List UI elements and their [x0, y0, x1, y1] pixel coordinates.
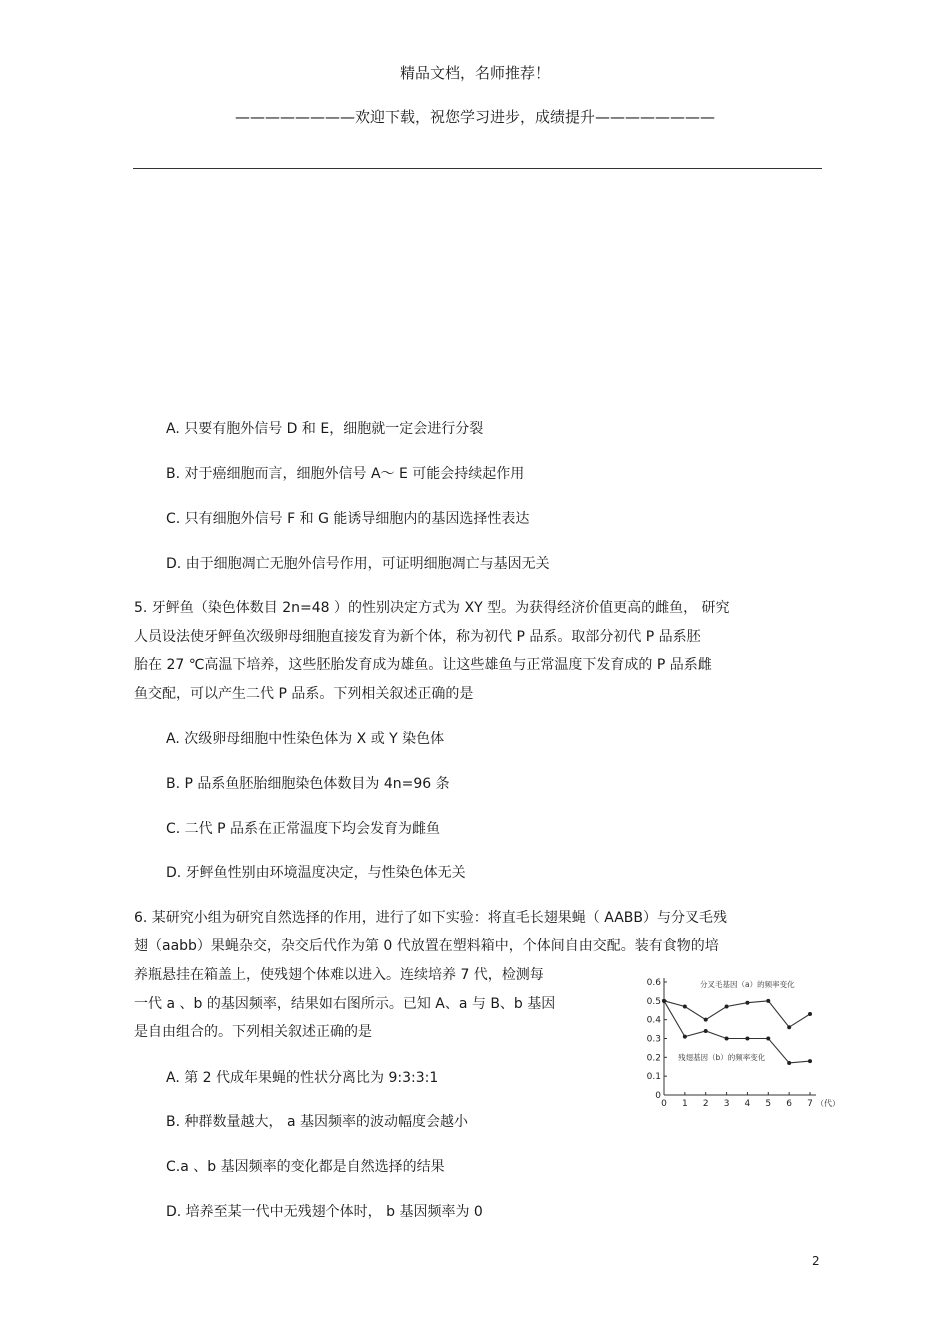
- x-tick-label: 3: [723, 1099, 730, 1108]
- q4-option-c: C. 只有细胞外信号 F 和 G 能诱导细胞内的基因选择性表达: [166, 511, 530, 527]
- q4-option-d: D. 由于细胞凋亡无胞外信号作用，可证明细胞凋亡与基因无关: [166, 556, 550, 572]
- q4-option-a: A. 只要有胞外信号 D 和 E，细胞就一定会进行分裂: [166, 421, 484, 437]
- q5-option-d: D. 牙鲆鱼性别由环境温度决定，与性染色体无关: [166, 865, 466, 881]
- y-tick-label: 0.2: [646, 1053, 661, 1064]
- data-point: [683, 1035, 687, 1039]
- q6-stem-line: 是自由组合的。下列相关叙述正确的是: [134, 1024, 372, 1040]
- y-tick-label: 0: [655, 1091, 661, 1101]
- data-point: [704, 1018, 708, 1022]
- data-point: [662, 999, 666, 1003]
- x-tick-label: 0: [661, 1099, 667, 1108]
- q4-option-b: B. 对于癌细胞而言，细胞外信号 A～ E 可能会持续起作用: [166, 466, 525, 482]
- q6-stem-line: 养瓶悬挂在箱盖上，使残翅个体难以进入。连续培养 7 代，检测每: [134, 967, 544, 983]
- gene-frequency-chart: [642, 970, 842, 1108]
- header-divider: [133, 168, 822, 169]
- header-slogan: ————————欢迎下载，祝您学习进步，成绩提升————————: [234, 108, 715, 126]
- q5-option-a: A. 次级卵母细胞中性染色体为 X 或 Y 染色体: [166, 731, 445, 747]
- x-tick-label: 7: [807, 1099, 813, 1108]
- y-tick-label: 0.6: [646, 978, 661, 988]
- q6-stem-line: 6. 某研究小组为研究自然选择的作用，进行了如下实验：将直毛长翅果蝇（ AABB）与分叉毛残: [134, 910, 728, 926]
- x-tick-label: 1: [681, 1099, 688, 1108]
- q5-stem-line: 人员设法使牙鲆鱼次级卵母细胞直接发育为新个体，称为初代 P 品系。取部分初代 P 品系胚: [134, 629, 701, 645]
- q5-stem-line: 胎在 27 ℃高温下培养，这些胚胎发育成为雄鱼。让这些雄鱼与正常温度下发育成的 P 品系雌: [134, 657, 712, 673]
- data-point: [787, 1061, 791, 1065]
- data-point: [808, 1059, 812, 1063]
- chart-svg: [642, 970, 842, 1108]
- data-point: [683, 1004, 687, 1008]
- q6-option-d: D. 培养至某一代中无残翅个体时， b 基因频率为 0: [166, 1204, 483, 1220]
- data-point: [766, 999, 770, 1003]
- header-title: 精品文档，名师推荐！: [399, 64, 550, 82]
- q6-option-c: C.a 、b 基因频率的变化都是自然选择的结果: [166, 1159, 445, 1175]
- data-point: [766, 1037, 770, 1041]
- q5-stem-line: 鱼交配，可以产生二代 P 品系。下列相关叙述正确的是: [134, 686, 474, 702]
- q6-option-b: B. 种群数量越大， a 基因频率的波动幅度会越小: [166, 1114, 468, 1130]
- x-tick-label: 6: [786, 1099, 793, 1108]
- x-axis-label: （代）: [816, 1099, 840, 1108]
- x-tick-label: 5: [765, 1099, 772, 1108]
- q5-option-c: C. 二代 P 品系在正常温度下均会发育为雌鱼: [166, 821, 441, 837]
- series-label: 残翅基因（b）的频率变化: [678, 1053, 766, 1062]
- q5-stem-line: 5. 牙鲆鱼（染色体数目 2n=48 ）的性别决定方式为 XY 型。为获得经济价值更高的雌鱼， 研究: [134, 600, 730, 616]
- page-number: 2: [812, 1254, 820, 1268]
- y-tick-label: 0.1: [646, 1072, 661, 1083]
- data-point: [745, 1001, 749, 1005]
- data-point: [808, 1012, 812, 1016]
- q6-stem-line: 一代 a 、b 的基因频率，结果如右图所示。已知 A、a 与 B、b 基因: [134, 996, 556, 1012]
- data-point: [787, 1025, 791, 1029]
- q6-stem-line: 翅（aabb）果蝇杂交，杂交后代作为第 0 代放置在塑料箱中，个体间自由交配。装有食物的培: [134, 938, 719, 954]
- y-tick-label: 0.4: [646, 1015, 661, 1026]
- data-point: [725, 1037, 729, 1041]
- data-point: [704, 1029, 708, 1033]
- y-tick-label: 0.5: [646, 996, 661, 1007]
- x-tick-label: 4: [744, 1099, 751, 1108]
- data-point: [745, 1037, 749, 1041]
- x-tick-label: 2: [702, 1099, 709, 1108]
- q5-option-b: B. P 品系鱼胚胎细胞染色体数目为 4n=96 条: [166, 776, 450, 792]
- data-point: [725, 1004, 729, 1008]
- q6-option-a: A. 第 2 代成年果蝇的性状分离比为 9:3:3:1: [166, 1070, 439, 1086]
- y-tick-label: 0.3: [646, 1034, 661, 1045]
- series-label: 分叉毛基因（a）的频率变化: [700, 980, 795, 989]
